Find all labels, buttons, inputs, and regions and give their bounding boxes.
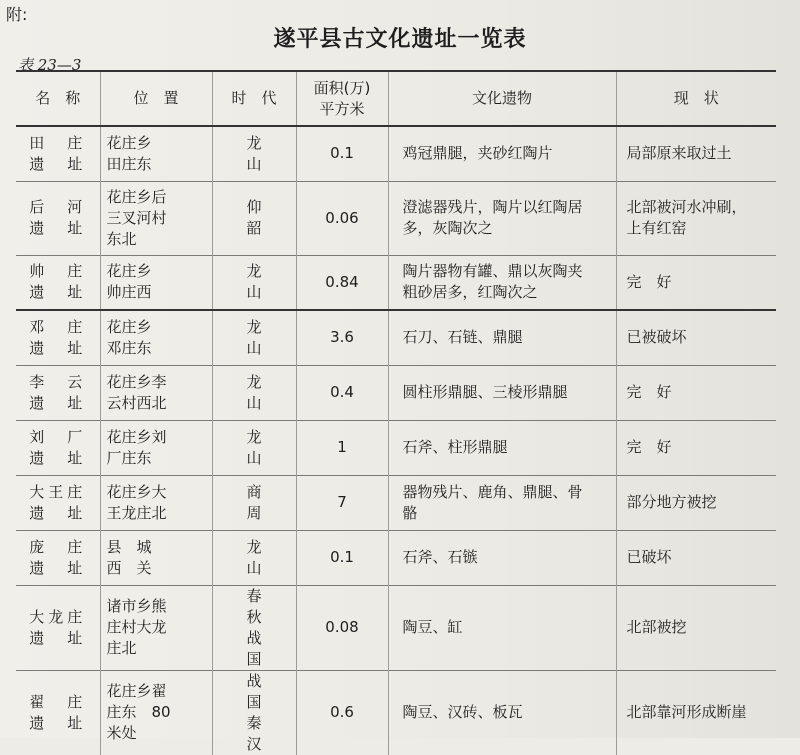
era-cell	[212, 530, 296, 585]
area-cell: 0.1	[296, 126, 388, 181]
site-name-cell-line: 庞 庄	[29, 537, 87, 556]
site-name-cell-line: 刘 厂	[29, 427, 87, 446]
col-header-relics: 文化遗物	[388, 71, 616, 126]
location-cell	[100, 585, 212, 670]
location-cell-line: 米处	[106, 724, 137, 742]
relics-cell-line: 陶豆、缸	[402, 618, 463, 636]
area-cell: 0.4	[296, 365, 388, 420]
location-cell	[100, 530, 212, 585]
area-cell: 7	[296, 475, 388, 530]
location-cell-line: 庄村大龙	[106, 618, 167, 636]
col-header-area-line: 平方米	[319, 99, 365, 118]
relics-cell-line: 陶片器物有罐、鼎以灰陶夹	[402, 262, 583, 281]
relics-cell-line: 骼	[402, 503, 418, 522]
location-cell-line: 庄北	[106, 639, 137, 657]
location-cell-line: 邓庄东	[106, 338, 152, 357]
table-row	[16, 585, 776, 670]
era-cell	[212, 585, 296, 670]
era-cell-line: 龙 山	[246, 537, 293, 577]
status-cell	[616, 530, 776, 585]
relics-cell	[388, 585, 616, 670]
location-cell-line: 东北	[106, 229, 137, 248]
location-cell	[100, 670, 212, 755]
location-cell-line: 诸市乡熊	[106, 597, 167, 615]
site-name-cell-line: 遗 址	[29, 283, 87, 302]
site-name-cell-line: 大龙庄	[29, 607, 87, 626]
area-cell: 0.06	[296, 181, 388, 255]
site-name-cell-line: 帅 庄	[29, 262, 87, 281]
era-cell	[212, 126, 296, 181]
location-cell-line: 西 关	[106, 558, 152, 577]
relics-cell	[388, 310, 616, 365]
location-cell	[100, 255, 212, 310]
relics-cell	[388, 126, 616, 181]
era-cell	[212, 420, 296, 475]
relics-cell	[388, 530, 616, 585]
relics-cell-line: 多，灰陶次之	[402, 219, 493, 237]
site-name-cell-line: 大王庄	[29, 482, 87, 501]
col-header-status: 现 状	[616, 71, 776, 126]
location-cell-line: 县 城	[106, 537, 152, 556]
col-header-name: 名 称	[16, 71, 100, 126]
table-row	[16, 255, 776, 310]
status-cell-line: 上有红窑	[626, 219, 687, 237]
location-cell	[100, 475, 212, 530]
relics-cell-line: 石斧、柱形鼎腿	[402, 438, 508, 456]
status-cell	[616, 585, 776, 670]
col-header-era: 时 代	[212, 71, 296, 126]
status-cell-line: 完 好	[626, 272, 672, 291]
location-cell	[100, 126, 212, 181]
site-name-cell	[16, 670, 100, 755]
site-name-cell-line: 遗 址	[29, 338, 87, 357]
relics-cell-line: 澄滤器残片，陶片以红陶居	[402, 198, 583, 216]
site-name-cell-line: 遗 址	[29, 448, 87, 467]
status-cell	[616, 126, 776, 181]
table-row	[16, 530, 776, 585]
status-cell	[616, 310, 776, 365]
location-cell-line: 田庄东	[106, 154, 152, 173]
table-row	[16, 420, 776, 475]
era-cell	[212, 670, 296, 755]
col-header-area-line: 面积(万)	[313, 78, 371, 97]
status-cell	[616, 365, 776, 420]
area-cell: 3.6	[296, 310, 388, 365]
era-cell-line: 龙 山	[246, 372, 293, 412]
location-cell-line: 花庄乡	[106, 317, 152, 336]
location-cell-line: 花庄乡后	[106, 187, 167, 206]
status-cell-line: 部分地方被挖	[626, 493, 717, 511]
era-cell-line: 仰 韶	[246, 198, 293, 237]
site-name-cell	[16, 475, 100, 530]
relics-cell	[388, 181, 616, 255]
era-cell-line: 龙 山	[246, 317, 293, 357]
area-cell: 0.08	[296, 585, 388, 670]
page-title: 遂平县古文化遗址一览表	[273, 27, 527, 52]
location-cell	[100, 310, 212, 365]
location-cell-line: 花庄乡	[106, 262, 152, 281]
table-number: 表 23—3	[18, 56, 82, 74]
table-row	[16, 310, 776, 365]
table-row	[16, 126, 776, 181]
status-cell-line: 北部被挖	[626, 618, 687, 636]
header-row	[16, 71, 776, 126]
site-name-cell	[16, 126, 100, 181]
site-name-cell-line: 遗 址	[29, 628, 87, 647]
site-name-cell-line: 遗 址	[29, 503, 87, 522]
table-row	[16, 670, 776, 755]
status-cell-line: 已被破坏	[626, 328, 687, 347]
relics-cell-line: 石刀、石链、鼎腿	[402, 328, 523, 347]
location-cell-line: 王龙庄北	[106, 503, 167, 522]
location-cell-line: 云村西北	[106, 393, 167, 412]
sites-table	[16, 70, 776, 755]
relics-cell	[388, 670, 616, 755]
location-cell	[100, 181, 212, 255]
col-header-area	[296, 71, 388, 126]
status-cell-line: 北部被河水冲刷，	[626, 198, 747, 216]
era-cell-line: 战 国	[246, 671, 293, 711]
location-cell-line: 花庄乡刘	[106, 427, 167, 446]
location-cell	[100, 420, 212, 475]
location-cell-line: 庄东 80	[106, 703, 171, 721]
table-row	[16, 475, 776, 530]
area-cell: 0.84	[296, 255, 388, 310]
status-cell-line: 完 好	[626, 383, 672, 401]
site-name-cell-line: 田 庄	[29, 133, 87, 152]
site-name-cell-line: 翟 庄	[29, 692, 87, 711]
area-cell: 0.1	[296, 530, 388, 585]
table-body	[16, 126, 776, 755]
area-cell: 0.6	[296, 670, 388, 755]
site-name-cell	[16, 585, 100, 670]
location-cell-line: 花庄乡大	[106, 482, 167, 501]
status-cell-line: 已破坏	[626, 548, 672, 566]
era-cell-line: 秦 汉	[246, 713, 293, 753]
location-cell	[100, 365, 212, 420]
site-name-cell-line: 遗 址	[29, 713, 87, 732]
era-cell	[212, 181, 296, 255]
relics-cell	[388, 255, 616, 310]
site-name-cell	[16, 365, 100, 420]
era-cell	[212, 475, 296, 530]
relics-cell-line: 石斧、石镞	[402, 548, 478, 566]
site-name-cell-line: 遗 址	[29, 219, 87, 237]
relics-cell-line: 鸡冠鼎腿，夹砂红陶片	[402, 144, 553, 163]
location-cell-line: 花庄乡翟	[106, 682, 167, 700]
era-cell-line: 龙 山	[246, 427, 293, 467]
era-cell	[212, 255, 296, 310]
site-name-cell-line: 遗 址	[29, 558, 87, 577]
relics-cell	[388, 365, 616, 420]
status-cell	[616, 420, 776, 475]
site-name-cell-line: 后 河	[29, 198, 87, 216]
site-name-cell-line: 遗 址	[29, 154, 87, 173]
relics-cell-line: 陶豆、汉砖、板瓦	[402, 703, 523, 721]
status-cell	[616, 475, 776, 530]
status-cell-line: 北部靠河形成断崖	[626, 703, 747, 721]
status-cell	[616, 670, 776, 755]
site-name-cell-line: 遗 址	[29, 393, 87, 412]
site-name-cell-line: 李 云	[29, 372, 87, 391]
era-cell-line: 龙 山	[246, 262, 293, 302]
site-name-cell-line: 邓 庄	[29, 317, 87, 336]
site-name-cell	[16, 181, 100, 255]
table-row	[16, 365, 776, 420]
relics-cell	[388, 420, 616, 475]
table-row	[16, 181, 776, 255]
status-cell-line: 完 好	[626, 438, 672, 456]
era-cell	[212, 310, 296, 365]
appendix-note: 附:	[6, 5, 28, 24]
site-name-cell	[16, 530, 100, 585]
relics-cell-line: 粗砂居多，红陶次之	[402, 283, 538, 302]
era-cell-line: 商 周	[246, 482, 293, 522]
relics-cell	[388, 475, 616, 530]
era-cell-line: 龙 山	[246, 133, 293, 173]
era-cell-line: 战 国	[246, 628, 293, 668]
site-name-cell	[16, 255, 100, 310]
site-name-cell	[16, 420, 100, 475]
location-cell-line: 帅庄西	[106, 283, 152, 302]
era-cell	[212, 365, 296, 420]
location-cell-line: 厂庄东	[106, 448, 152, 467]
col-header-location: 位 置	[100, 71, 212, 126]
status-cell	[616, 181, 776, 255]
era-cell-line: 春 秋	[246, 586, 293, 626]
location-cell-line: 花庄乡	[106, 133, 152, 152]
location-cell-line: 三叉河村	[106, 208, 167, 227]
relics-cell-line: 器物残片、鹿角、鼎腿、骨	[402, 482, 583, 501]
site-name-cell	[16, 310, 100, 365]
status-cell-line: 局部原来取过土	[626, 144, 732, 163]
location-cell-line: 花庄乡李	[106, 372, 167, 391]
relics-cell-line: 圆柱形鼎腿、三棱形鼎腿	[402, 383, 568, 401]
status-cell	[616, 255, 776, 310]
area-cell: 1	[296, 420, 388, 475]
